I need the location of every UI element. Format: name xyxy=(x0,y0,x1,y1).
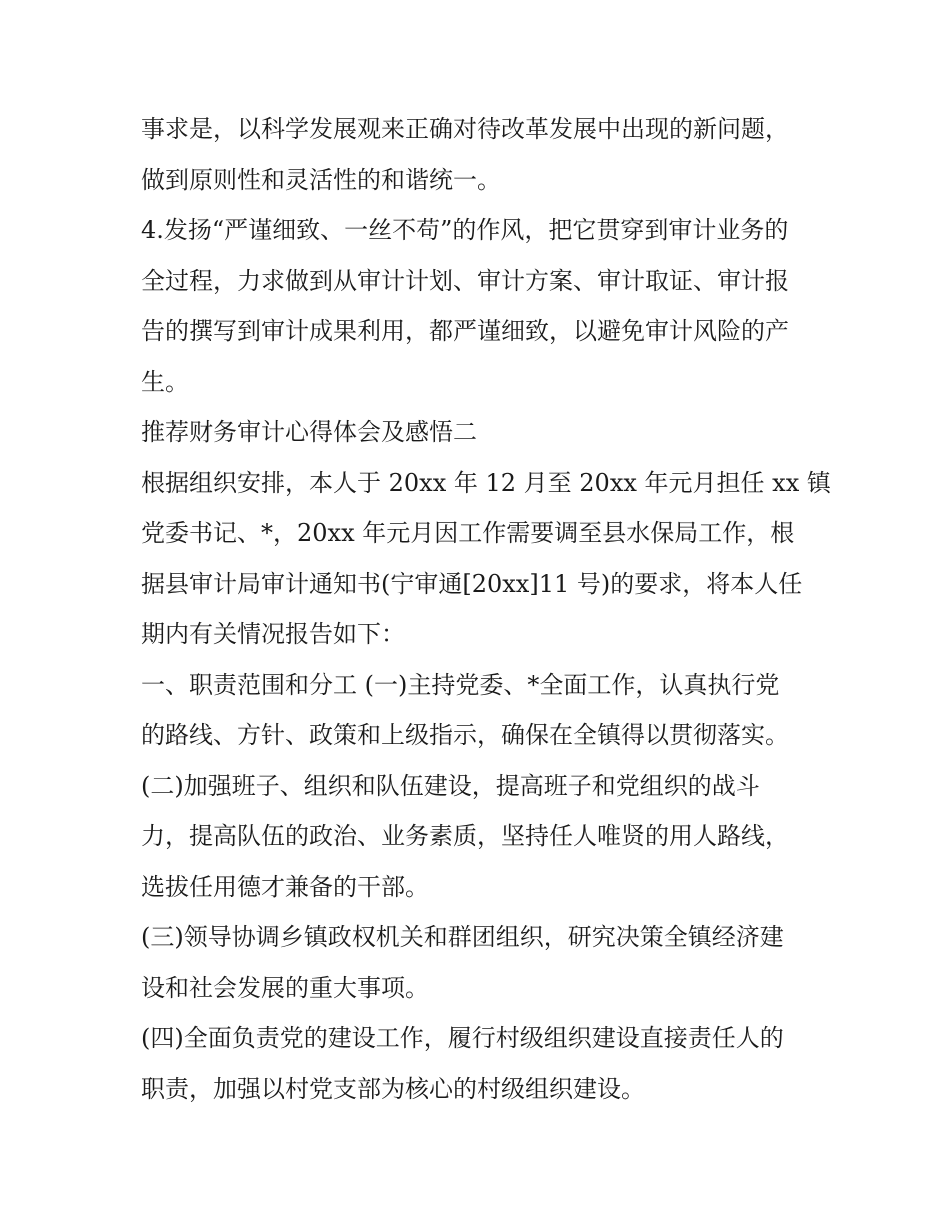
text-line: 一、职责范围和分工 (一)主持党委、*全面工作，认真执行党 xyxy=(141,670,780,699)
text-line: 生。 xyxy=(141,367,189,396)
text-line: 期内有关情况报告如下： xyxy=(141,620,405,648)
document-body xyxy=(141,104,831,1114)
text-line: 告的撰写到审计成果利用，都严谨细致，以避免审计风险的产 xyxy=(141,317,789,345)
section-heading: 推荐财务审计心得体会及感悟二 xyxy=(141,418,477,446)
text-line: 全过程，力求做到从审计计划、审计方案、审计取证、审计报 xyxy=(141,266,789,295)
text-line: 力，提高队伍的政治、业务素质，坚持任人唯贤的用人路线， xyxy=(141,822,789,850)
text-line: 4.发扬“严谨细致、一丝不苟”的作风，把它贯穿到审计业务的 xyxy=(141,216,789,244)
text-line: 设和社会发展的重大事项。 xyxy=(141,973,429,1002)
text-line: 的路线、方针、政策和上级指示，确保在全镇得以贯彻落实。 xyxy=(141,721,789,749)
text-line: (三)领导协调乡镇政权机关和群团组织，研究决策全镇经济建 xyxy=(141,923,784,951)
text-line: 根据组织安排，本人于 20xx 年 12 月至 20xx 年元月担任 xx 镇 xyxy=(141,468,831,497)
text-line: 选拔任用德才兼备的干部。 xyxy=(141,872,429,901)
text-line: (四)全面负责党的建设工作，履行村级组织建设直接责任人的 xyxy=(141,1024,784,1052)
text-line: 事求是，以科学发展观来正确对待改革发展中出现的新问题， xyxy=(141,115,789,143)
text-line: 做到原则性和灵活性的和谐统一。 xyxy=(141,165,501,194)
text-line: (二)加强班子、组织和队伍建设，提高班子和党组织的战斗 xyxy=(141,771,760,800)
text-line: 职责，加强以村党支部为核心的村级组织建设。 xyxy=(141,1074,645,1103)
text-line: 党委书记、*，20xx 年元月因工作需要调至县水保局工作，根 xyxy=(141,519,795,547)
text-line: 据县审计局审计通知书(宁审通[20xx]11 号)的要求，将本人任 xyxy=(141,569,803,598)
